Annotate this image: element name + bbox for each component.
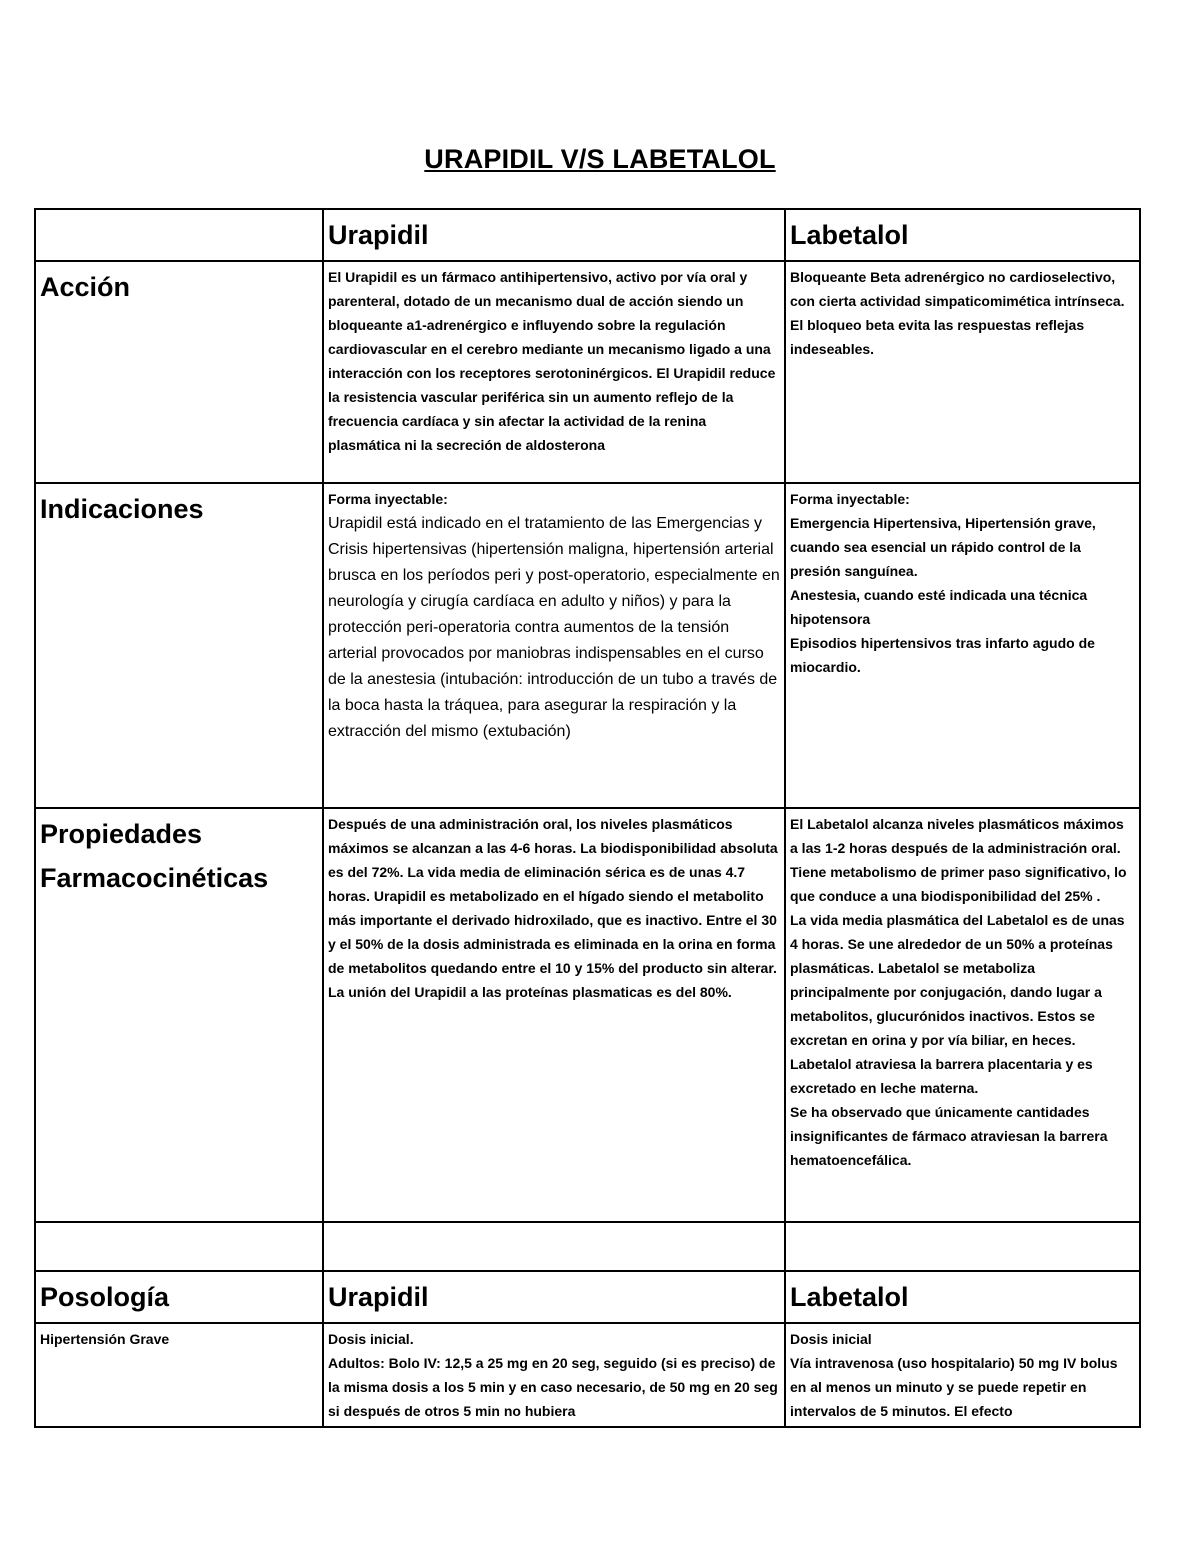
indicaciones-urapidil-heading: Forma inyectable: — [328, 491, 448, 507]
header-labetalol: Labetalol — [785, 209, 1140, 261]
header-empty-cell — [35, 209, 323, 261]
posologia-header-urapidil: Urapidil — [323, 1271, 785, 1323]
farmaco-labetalol-line: Labetalol atraviesa la barrera placentaria y es excretado en leche materna. — [790, 1056, 1093, 1096]
indicaciones-labetalol-line: Emergencia Hipertensiva, Hipertensión grave, cuando sea esencial un rápido control de la presión sanguínea. — [790, 515, 1096, 579]
accion-labetalol — [785, 261, 1140, 483]
row-hipertension-grave — [35, 1323, 1140, 1427]
empty-cell — [35, 1222, 323, 1271]
farmaco-labetalol-line: El Labetalol alcanza niveles plasmáticos máximos a las 1-2 horas después de la administración oral. Tiene metabolismo de primer paso significativo, lo que conduce a una biodisponibilidad del 25% . — [790, 816, 1127, 904]
farmaco-labetalol-line: La vida media plasmática del Labetalol es de unas 4 horas. Se une alrededor de un 50% a proteínas plasmáticas. Labetalol se metaboliza principalmente por conjugación, dando lugar a metabolitos, glucurónidos inactivos. Estos se excretan en orina y por vía biliar, en heces. — [790, 912, 1125, 1048]
farmaco-urapidil: Después de una administración oral, los niveles plasmáticos máximos se alcanzan a las 4-6 horas. La biodisponibilidad absoluta es del 72%. La vida media de eliminación sérica es de unas 4.7 horas. Urapidil es metabolizado en el hígado siendo el metabolito más importante el derivado hidroxilado, que es inactivo. Entre el 30 y el 50% de la dosis administrada es eliminada en la orina en forma de metabolitos quedando entre el 10 y 15% del producto sin alterar. La unión del Urapidil a las proteínas plasmaticas es del 80%. — [323, 808, 785, 1222]
accion-urapidil: El Urapidil es un fármaco antihipertensivo, activo por vía oral y parenteral, dotado de un mecanismo dual de acción siendo un bloqueante a1-adrenérgico e influyendo sobre la regulación cardiovascular en el cerebro mediante un mecanismo ligado a una interacción con los receptores serotoninérgicos. El Urapidil reduce la resistencia vascular periférica sin un aumento reflejo de la frecuencia cardíaca y sin afectar la actividad de la renina plasmática ni la secreción de aldosterona — [323, 261, 785, 483]
hipertension-urapidil-line: Dosis inicial. — [328, 1331, 414, 1347]
farmaco-labetalol — [785, 808, 1140, 1222]
row-label-hipertension-grave: Hipertensión Grave — [35, 1323, 323, 1427]
indicaciones-labetalol-line: Anestesia, cuando esté indicada una técnica hipotensora — [790, 587, 1088, 627]
empty-cell — [323, 1222, 785, 1271]
indicaciones-labetalol-line: Episodios hipertensivos tras infarto agudo de miocardio. — [790, 635, 1095, 675]
page-title: URAPIDIL V/S LABETALOL — [424, 144, 776, 174]
row-label-line: Propiedades — [40, 819, 203, 849]
row-label-farmacocinetica — [35, 808, 323, 1222]
accion-labetalol-line: El bloqueo beta evita las respuestas reflejas indeseables. — [790, 317, 1085, 357]
accion-labetalol-line: Bloqueante Beta adrenérgico no cardioselectivo, con cierta actividad simpaticomimética intrínseca. — [790, 269, 1125, 309]
row-label-line: Farmacocinéticas — [40, 863, 269, 893]
posologia-header-labetalol: Labetalol — [785, 1271, 1140, 1323]
row-indicaciones — [35, 483, 1140, 808]
hipertension-labetalol-line: Dosis inicial — [790, 1331, 872, 1347]
row-accion — [35, 261, 1140, 483]
header-urapidil: Urapidil — [323, 209, 785, 261]
hipertension-urapidil — [323, 1323, 785, 1427]
row-farmacocinetica — [35, 808, 1140, 1222]
hipertension-urapidil-line: Adultos: Bolo IV: 12,5 a 25 mg en 20 seg, seguido (si es preciso) de la misma dosis a los 5 min y en caso necesario, de 50 mg en 20 seg si después de otros 5 min no hubiera — [328, 1355, 778, 1419]
indicaciones-labetalol — [785, 483, 1140, 808]
farmaco-labetalol-line: Se ha observado que únicamente cantidades insignificantes de fármaco atraviesan la barrera hematoencefálica. — [790, 1104, 1108, 1168]
indicaciones-labetalol-heading: Forma inyectable: — [790, 491, 910, 507]
comparison-table — [34, 208, 1141, 1428]
hipertension-labetalol-line: Vía intravenosa (uso hospitalario) 50 mg IV bolus en al menos un minuto y se puede repetir en intervalos de 5 minutos. El efecto — [790, 1355, 1118, 1419]
table-header-row — [35, 209, 1140, 261]
hipertension-labetalol — [785, 1323, 1140, 1427]
posologia-label: Posología — [35, 1271, 323, 1323]
row-empty — [35, 1222, 1140, 1271]
row-label-indicaciones: Indicaciones — [35, 483, 323, 808]
row-label-accion: Acción — [35, 261, 323, 483]
indicaciones-urapidil — [323, 483, 785, 808]
indicaciones-urapidil-text: Urapidil está indicado en el tratamiento de las Emergencias y Crisis hipertensivas (hipertensión maligna, hipertensión arterial brusca en los períodos peri y post-operatorio, especialmente en neurología y cirugía cardíaca en adulto y niños) y para la protección peri-operatoria contra aumentos de la tensión arterial provocados por maniobras indispensables en el curso de la anestesia (intubación: introducción de un tubo a través de la boca hasta la tráquea, para asegurar la respiración y la extracción del mismo (extubación) — [328, 515, 780, 740]
row-posologia-header — [35, 1271, 1140, 1323]
empty-cell — [785, 1222, 1140, 1271]
